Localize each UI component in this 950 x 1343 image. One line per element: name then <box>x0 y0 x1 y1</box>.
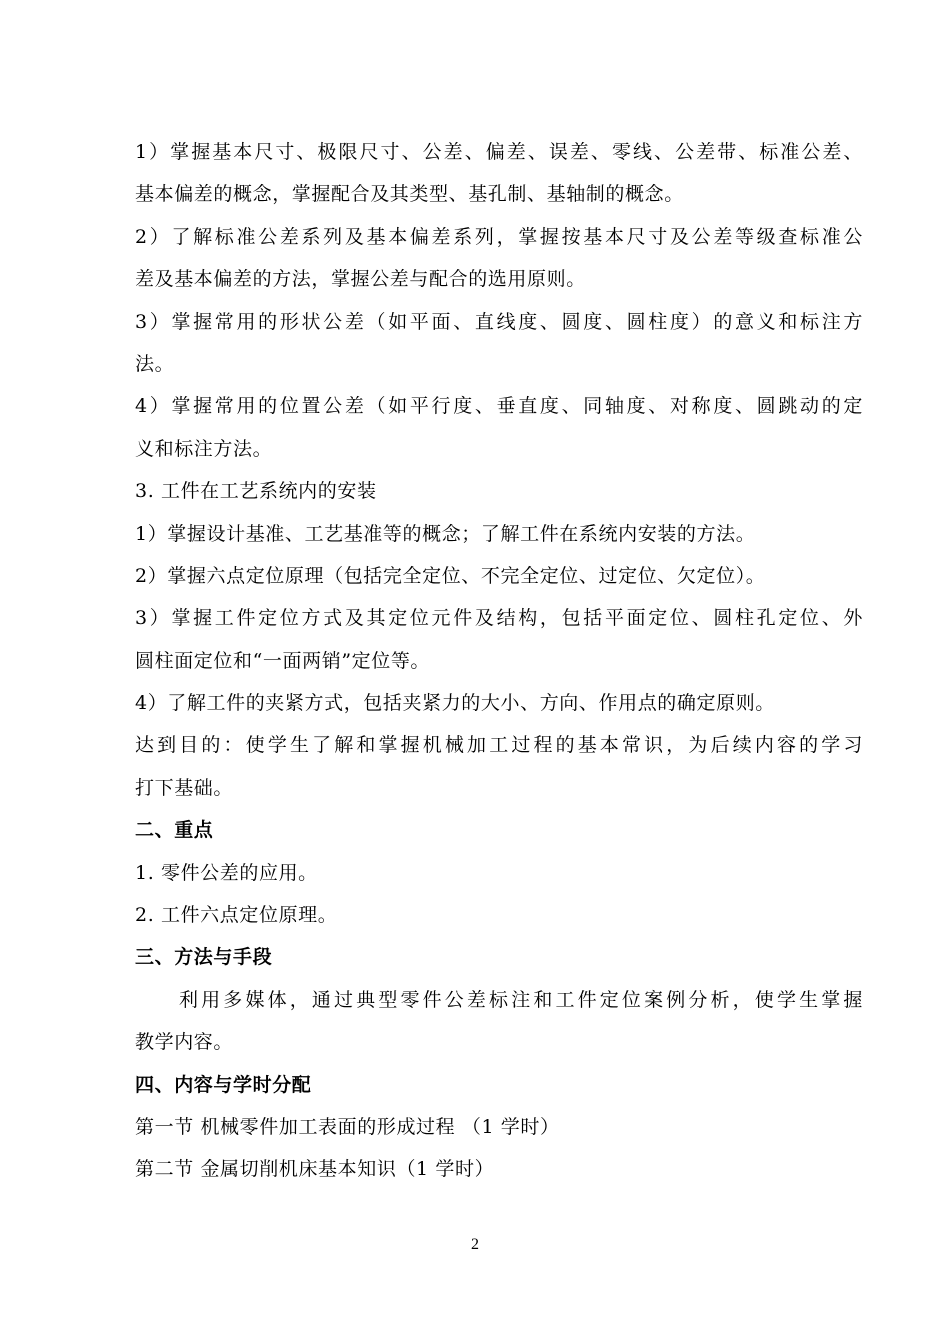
text-line: 3. 工件在工艺系统内的安装 <box>135 480 377 503</box>
text-line: 打下基础。 <box>135 776 234 799</box>
section-heading: 三、方法与手段 <box>135 946 273 969</box>
document-body <box>135 131 863 1191</box>
text-line: 4）掌握常用的位置公差（如平行度、垂直度、同轴度、对称度、圆跳动的定 <box>135 395 863 418</box>
text-line: 第二节 金属切削机床基本知识（1 学时） <box>135 1158 495 1181</box>
section-heading: 四、内容与学时分配 <box>135 1073 312 1096</box>
text-line: 基本偏差的概念，掌握配合及其类型、基孔制、基轴制的概念。 <box>135 183 684 206</box>
text-line: 1）掌握基本尺寸、极限尺寸、公差、偏差、误差、零线、公差带、标准公差、 <box>135 141 863 163</box>
section-heading: 二、重点 <box>135 819 214 842</box>
text-line: 利用多媒体，通过典型零件公差标注和工件定位案例分析，使学生掌握 <box>179 988 863 1011</box>
text-line: 差及基本偏差的方法，掌握公差与配合的选用原则。 <box>135 268 586 291</box>
text-line: 1. 零件公差的应用。 <box>135 861 318 884</box>
text-line: 达到目的：使学生了解和掌握机械加工过程的基本常识，为后续内容的学习 <box>135 734 863 757</box>
page-number: 2 <box>471 1236 479 1253</box>
text-line: 义和标注方法。 <box>135 437 273 460</box>
text-line: 法。 <box>135 352 175 375</box>
text-line: 3）掌握工件定位方式及其定位元件及结构，包括平面定位、圆柱孔定位、外 <box>135 607 863 630</box>
text-line: 2）掌握六点定位原理（包括完全定位、不完全定位、过定位、欠定位）。 <box>135 564 766 587</box>
text-line: 1）掌握设计基准、工艺基准等的概念；了解工件在系统内安装的方法。 <box>135 522 756 545</box>
text-line: 3）掌握常用的形状公差（如平面、直线度、圆度、圆柱度）的意义和标注方 <box>135 310 863 333</box>
text-line: 第一节 机械零件加工表面的形成过程 （1 学时） <box>135 1115 560 1138</box>
text-line: 4）了解工件的夹紧方式，包括夹紧力的大小、方向、作用点的确定原则。 <box>135 692 775 715</box>
text-line: 圆柱面定位和“一面两销”定位等。 <box>135 649 431 672</box>
text-line: 2. 工件六点定位原理。 <box>135 904 338 927</box>
text-line: 2）了解标准公差系列及基本偏差系列，掌握按基本尺寸及公差等级查标准公 <box>135 225 863 248</box>
text-line: 教学内容。 <box>135 1031 234 1054</box>
